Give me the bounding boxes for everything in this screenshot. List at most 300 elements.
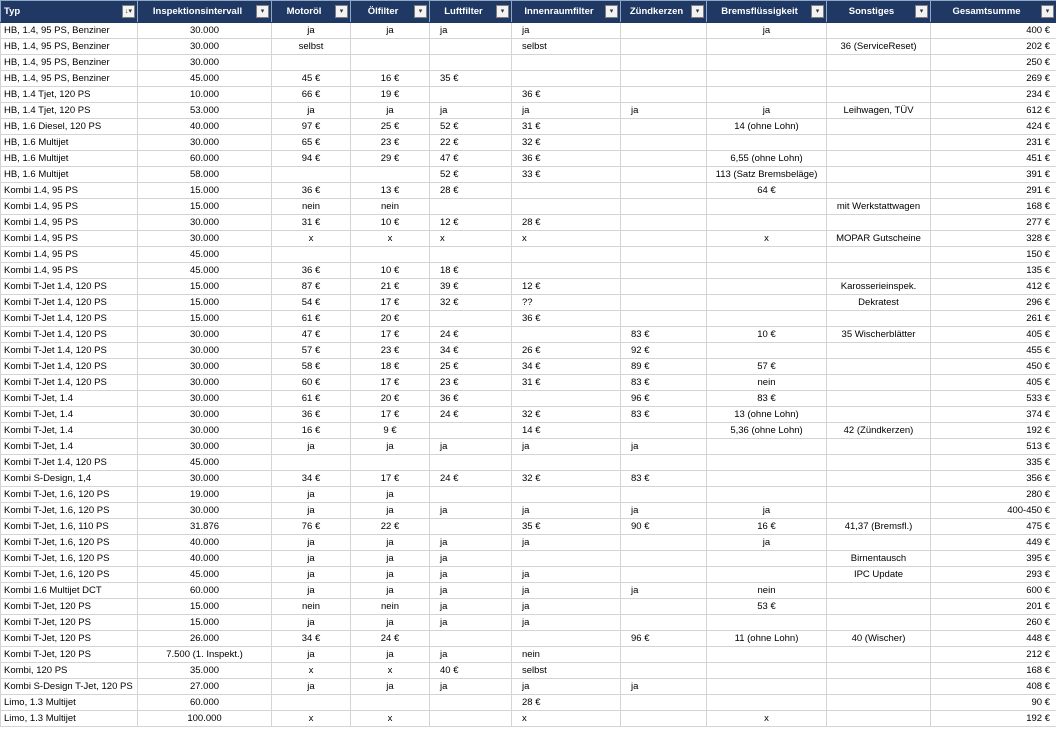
table-cell[interactable] — [707, 71, 827, 87]
table-cell[interactable]: 26.000 — [138, 631, 272, 647]
table-cell[interactable]: Kombi T-Jet, 1.6, 110 PS — [1, 519, 138, 535]
table-cell[interactable]: 23 € — [351, 135, 430, 151]
table-cell[interactable]: 15.000 — [138, 279, 272, 295]
table-cell[interactable] — [707, 215, 827, 231]
table-cell[interactable]: 449 € — [931, 535, 1056, 551]
table-cell[interactable]: ja — [430, 551, 512, 567]
table-cell[interactable]: 30.000 — [138, 39, 272, 55]
table-cell[interactable] — [827, 247, 931, 263]
table-cell[interactable]: 36 € — [272, 183, 351, 199]
table-cell[interactable]: Kombi T-Jet, 120 PS — [1, 599, 138, 615]
table-cell[interactable]: 30.000 — [138, 231, 272, 247]
table-cell[interactable]: 60.000 — [138, 151, 272, 167]
table-cell[interactable]: 14 € — [512, 423, 621, 439]
table-cell[interactable] — [707, 679, 827, 695]
table-cell[interactable]: ja — [512, 583, 621, 599]
table-cell[interactable]: 57 € — [272, 343, 351, 359]
table-cell[interactable] — [621, 23, 707, 39]
table-cell[interactable] — [430, 39, 512, 55]
table-cell[interactable] — [827, 679, 931, 695]
table-cell[interactable] — [707, 647, 827, 663]
table-cell[interactable] — [707, 135, 827, 151]
table-cell[interactable]: Kombi T-Jet, 120 PS — [1, 615, 138, 631]
table-cell[interactable]: 475 € — [931, 519, 1056, 535]
table-cell[interactable]: 260 € — [931, 615, 1056, 631]
table-cell[interactable]: Kombi T-Jet, 1.6, 120 PS — [1, 551, 138, 567]
table-cell[interactable]: HB, 1.6 Multijet — [1, 167, 138, 183]
table-cell[interactable] — [707, 567, 827, 583]
table-cell[interactable]: 30.000 — [138, 375, 272, 391]
table-cell[interactable]: 53.000 — [138, 103, 272, 119]
table-cell[interactable]: x — [272, 663, 351, 679]
table-cell[interactable]: 35.000 — [138, 663, 272, 679]
table-cell[interactable]: ja — [272, 103, 351, 119]
table-cell[interactable] — [827, 311, 931, 327]
table-cell[interactable]: 335 € — [931, 455, 1056, 471]
column-header-5[interactable] — [512, 1, 621, 23]
table-cell[interactable]: 448 € — [931, 631, 1056, 647]
table-cell[interactable] — [827, 71, 931, 87]
table-cell[interactable]: 19 € — [351, 87, 430, 103]
table-cell[interactable]: 20 € — [351, 311, 430, 327]
table-cell[interactable]: ja — [351, 535, 430, 551]
table-cell[interactable]: nein — [707, 583, 827, 599]
filter-dropdown-icon[interactable]: ▾ — [811, 5, 824, 18]
table-cell[interactable]: 30.000 — [138, 407, 272, 423]
table-cell[interactable]: Kombi T-Jet 1.4, 120 PS — [1, 279, 138, 295]
table-cell[interactable] — [272, 247, 351, 263]
table-cell[interactable]: ja — [512, 503, 621, 519]
table-cell[interactable]: 22 € — [351, 519, 430, 535]
table-cell[interactable]: Dekratest — [827, 295, 931, 311]
table-cell[interactable]: 20 € — [351, 391, 430, 407]
table-cell[interactable] — [351, 39, 430, 55]
table-cell[interactable]: 269 € — [931, 71, 1056, 87]
table-cell[interactable]: ja — [430, 647, 512, 663]
table-cell[interactable]: 234 € — [931, 87, 1056, 103]
table-cell[interactable]: selbst — [512, 663, 621, 679]
table-cell[interactable] — [707, 343, 827, 359]
table-cell[interactable]: Kombi T-Jet, 120 PS — [1, 631, 138, 647]
table-cell[interactable]: ja — [430, 503, 512, 519]
table-cell[interactable] — [707, 455, 827, 471]
table-cell[interactable]: 201 € — [931, 599, 1056, 615]
table-cell[interactable]: Kombi, 120 PS — [1, 663, 138, 679]
table-cell[interactable]: 83 € — [621, 471, 707, 487]
table-cell[interactable]: 94 € — [272, 151, 351, 167]
table-cell[interactable]: 57 € — [707, 359, 827, 375]
table-cell[interactable] — [621, 215, 707, 231]
filter-dropdown-icon[interactable]: ▾ — [691, 5, 704, 18]
table-cell[interactable] — [827, 167, 931, 183]
table-cell[interactable]: 23 € — [351, 343, 430, 359]
table-cell[interactable] — [430, 199, 512, 215]
table-cell[interactable]: 10 € — [707, 327, 827, 343]
table-cell[interactable] — [707, 279, 827, 295]
table-cell[interactable]: x — [512, 231, 621, 247]
table-cell[interactable]: HB, 1.6 Multijet — [1, 135, 138, 151]
table-cell[interactable]: 31 € — [512, 119, 621, 135]
table-cell[interactable]: 61 € — [272, 311, 351, 327]
table-cell[interactable] — [707, 551, 827, 567]
table-cell[interactable]: ja — [707, 103, 827, 119]
table-cell[interactable] — [430, 247, 512, 263]
table-cell[interactable]: 92 € — [621, 343, 707, 359]
table-cell[interactable]: 76 € — [272, 519, 351, 535]
table-cell[interactable]: 34 € — [512, 359, 621, 375]
table-cell[interactable] — [827, 87, 931, 103]
table-cell[interactable]: 10 € — [351, 263, 430, 279]
table-cell[interactable] — [272, 55, 351, 71]
table-cell[interactable] — [707, 471, 827, 487]
table-cell[interactable] — [827, 711, 931, 727]
table-cell[interactable] — [621, 455, 707, 471]
table-cell[interactable] — [272, 695, 351, 711]
table-cell[interactable] — [707, 55, 827, 71]
table-cell[interactable] — [827, 151, 931, 167]
table-cell[interactable]: selbst — [512, 39, 621, 55]
table-cell[interactable] — [621, 551, 707, 567]
table-cell[interactable]: Kombi T-Jet 1.4, 120 PS — [1, 343, 138, 359]
table-cell[interactable] — [512, 551, 621, 567]
table-cell[interactable]: 168 € — [931, 199, 1056, 215]
table-cell[interactable]: ja — [430, 679, 512, 695]
table-cell[interactable]: ja — [272, 503, 351, 519]
table-cell[interactable]: 32 € — [512, 135, 621, 151]
table-cell[interactable]: ja — [707, 503, 827, 519]
table-cell[interactable] — [512, 487, 621, 503]
column-header-2[interactable] — [272, 1, 351, 23]
table-cell[interactable]: 212 € — [931, 647, 1056, 663]
table-cell[interactable]: x — [430, 231, 512, 247]
table-cell[interactable]: ja — [272, 551, 351, 567]
table-cell[interactable]: 32 € — [512, 407, 621, 423]
table-cell[interactable]: ja — [512, 679, 621, 695]
table-cell[interactable]: Kombi T-Jet 1.4, 120 PS — [1, 455, 138, 471]
table-cell[interactable]: 395 € — [931, 551, 1056, 567]
table-cell[interactable] — [707, 39, 827, 55]
column-header-0[interactable] — [1, 1, 138, 23]
table-cell[interactable] — [621, 423, 707, 439]
table-cell[interactable]: 83 € — [707, 391, 827, 407]
table-cell[interactable]: Kombi T-Jet, 1.4 — [1, 423, 138, 439]
table-cell[interactable]: ja — [351, 103, 430, 119]
table-cell[interactable]: 18 € — [351, 359, 430, 375]
table-cell[interactable]: 30.000 — [138, 423, 272, 439]
table-cell[interactable]: 41,37 (Bremsfl.) — [827, 519, 931, 535]
table-cell[interactable]: 45.000 — [138, 263, 272, 279]
table-cell[interactable] — [430, 519, 512, 535]
table-cell[interactable]: HB, 1.4, 95 PS, Benziner — [1, 71, 138, 87]
table-cell[interactable]: 19.000 — [138, 487, 272, 503]
table-cell[interactable]: 96 € — [621, 391, 707, 407]
table-cell[interactable]: Limo, 1.3 Multijet — [1, 711, 138, 727]
table-cell[interactable] — [621, 599, 707, 615]
table-cell[interactable]: 28 € — [430, 183, 512, 199]
table-cell[interactable]: 356 € — [931, 471, 1056, 487]
filter-dropdown-icon[interactable]: ▾ — [256, 5, 269, 18]
table-cell[interactable] — [827, 359, 931, 375]
table-cell[interactable]: 30.000 — [138, 439, 272, 455]
table-cell[interactable]: 15.000 — [138, 295, 272, 311]
table-cell[interactable] — [351, 695, 430, 711]
table-cell[interactable]: Kombi T-Jet 1.4, 120 PS — [1, 295, 138, 311]
table-cell[interactable] — [621, 647, 707, 663]
table-cell[interactable]: Kombi T-Jet 1.4, 120 PS — [1, 327, 138, 343]
table-cell[interactable]: Kombi T-Jet, 1.4 — [1, 391, 138, 407]
table-cell[interactable]: Kombi T-Jet, 1.4 — [1, 439, 138, 455]
table-cell[interactable]: ja — [351, 647, 430, 663]
table-cell[interactable]: ja — [430, 615, 512, 631]
table-cell[interactable] — [621, 71, 707, 87]
table-cell[interactable]: x — [272, 711, 351, 727]
table-cell[interactable]: HB, 1.6 Diesel, 120 PS — [1, 119, 138, 135]
table-cell[interactable] — [512, 71, 621, 87]
table-cell[interactable] — [512, 199, 621, 215]
table-cell[interactable]: Kombi 1.4, 95 PS — [1, 199, 138, 215]
table-cell[interactable]: 280 € — [931, 487, 1056, 503]
table-cell[interactable]: 30.000 — [138, 135, 272, 151]
table-cell[interactable] — [827, 503, 931, 519]
table-cell[interactable]: 40.000 — [138, 119, 272, 135]
table-cell[interactable]: ja — [351, 487, 430, 503]
table-cell[interactable]: 96 € — [621, 631, 707, 647]
table-cell[interactable]: 6,55 (ohne Lohn) — [707, 151, 827, 167]
table-cell[interactable] — [621, 295, 707, 311]
table-cell[interactable]: ja — [430, 599, 512, 615]
table-cell[interactable]: 52 € — [430, 119, 512, 135]
table-cell[interactable] — [707, 695, 827, 711]
table-cell[interactable]: 34 € — [272, 631, 351, 647]
table-cell[interactable]: Kombi T-Jet 1.4, 120 PS — [1, 311, 138, 327]
table-cell[interactable]: x — [707, 231, 827, 247]
table-cell[interactable]: 45.000 — [138, 71, 272, 87]
table-cell[interactable]: MOPAR Gutscheine — [827, 231, 931, 247]
table-cell[interactable] — [827, 439, 931, 455]
table-cell[interactable] — [430, 455, 512, 471]
table-cell[interactable]: HB, 1.6 Multijet — [1, 151, 138, 167]
filter-dropdown-icon[interactable]: ▾ — [414, 5, 427, 18]
table-cell[interactable]: selbst — [272, 39, 351, 55]
table-cell[interactable] — [827, 535, 931, 551]
table-cell[interactable] — [430, 87, 512, 103]
table-cell[interactable]: x — [351, 231, 430, 247]
table-cell[interactable]: Kombi 1.4, 95 PS — [1, 183, 138, 199]
table-cell[interactable]: 450 € — [931, 359, 1056, 375]
table-cell[interactable]: 412 € — [931, 279, 1056, 295]
table-cell[interactable] — [827, 119, 931, 135]
table-cell[interactable] — [430, 631, 512, 647]
table-cell[interactable] — [827, 215, 931, 231]
table-cell[interactable] — [621, 135, 707, 151]
table-cell[interactable]: ja — [707, 535, 827, 551]
table-cell[interactable]: ja — [512, 567, 621, 583]
table-cell[interactable]: Kombi T-Jet, 1.6, 120 PS — [1, 535, 138, 551]
table-cell[interactable]: 12 € — [430, 215, 512, 231]
table-cell[interactable]: 33 € — [512, 167, 621, 183]
table-cell[interactable]: Kombi T-Jet, 1.6, 120 PS — [1, 567, 138, 583]
column-header-9[interactable] — [931, 1, 1056, 23]
table-cell[interactable]: ja — [621, 439, 707, 455]
table-cell[interactable] — [621, 183, 707, 199]
table-cell[interactable]: 42 (Zündkerzen) — [827, 423, 931, 439]
table-cell[interactable]: 15.000 — [138, 599, 272, 615]
table-cell[interactable]: 39 € — [430, 279, 512, 295]
table-cell[interactable]: 47 € — [272, 327, 351, 343]
table-cell[interactable]: 24 € — [351, 631, 430, 647]
table-cell[interactable]: 16 € — [707, 519, 827, 535]
table-cell[interactable] — [827, 391, 931, 407]
table-cell[interactable] — [621, 663, 707, 679]
table-cell[interactable]: 60.000 — [138, 695, 272, 711]
table-cell[interactable]: Kombi 1.4, 95 PS — [1, 247, 138, 263]
table-cell[interactable]: 24 € — [430, 471, 512, 487]
table-cell[interactable]: 30.000 — [138, 215, 272, 231]
table-cell[interactable]: 113 (Satz Bremsbeläge) — [707, 167, 827, 183]
table-cell[interactable]: x — [272, 231, 351, 247]
table-cell[interactable]: 202 € — [931, 39, 1056, 55]
table-cell[interactable]: 40 € — [430, 663, 512, 679]
table-cell[interactable]: 400 € — [931, 23, 1056, 39]
table-cell[interactable] — [621, 55, 707, 71]
table-cell[interactable]: ja — [512, 439, 621, 455]
table-cell[interactable] — [512, 327, 621, 343]
table-cell[interactable] — [827, 23, 931, 39]
table-cell[interactable]: 600 € — [931, 583, 1056, 599]
table-cell[interactable]: 277 € — [931, 215, 1056, 231]
table-cell[interactable]: nein — [351, 599, 430, 615]
table-cell[interactable]: 30.000 — [138, 327, 272, 343]
table-cell[interactable]: Kombi T-Jet, 120 PS — [1, 647, 138, 663]
table-cell[interactable]: Kombi T-Jet, 1.4 — [1, 407, 138, 423]
table-cell[interactable]: 45.000 — [138, 567, 272, 583]
table-cell[interactable]: 40.000 — [138, 535, 272, 551]
table-cell[interactable]: 293 € — [931, 567, 1056, 583]
table-cell[interactable]: 30.000 — [138, 343, 272, 359]
table-cell[interactable]: 28 € — [512, 215, 621, 231]
table-cell[interactable] — [621, 87, 707, 103]
table-cell[interactable]: 10 € — [351, 215, 430, 231]
table-cell[interactable]: 31.876 — [138, 519, 272, 535]
table-cell[interactable]: 11 (ohne Lohn) — [707, 631, 827, 647]
table-cell[interactable]: 40 (Wischer) — [827, 631, 931, 647]
table-cell[interactable]: ja — [351, 615, 430, 631]
table-cell[interactable]: ja — [272, 679, 351, 695]
table-cell[interactable]: Kombi S-Design T-Jet, 120 PS — [1, 679, 138, 695]
table-cell[interactable]: 58.000 — [138, 167, 272, 183]
table-cell[interactable]: ja — [621, 679, 707, 695]
table-cell[interactable]: Kombi 1.6 Multijet DCT — [1, 583, 138, 599]
table-cell[interactable]: 17 € — [351, 295, 430, 311]
table-cell[interactable] — [272, 455, 351, 471]
table-cell[interactable] — [827, 135, 931, 151]
table-cell[interactable]: ja — [272, 647, 351, 663]
table-cell[interactable]: 5,36 (ohne Lohn) — [707, 423, 827, 439]
table-cell[interactable]: 31 € — [272, 215, 351, 231]
table-cell[interactable]: 66 € — [272, 87, 351, 103]
table-cell[interactable]: 28 € — [512, 695, 621, 711]
table-cell[interactable]: Kombi 1.4, 95 PS — [1, 231, 138, 247]
table-cell[interactable]: 32 € — [512, 471, 621, 487]
table-cell[interactable]: ja — [430, 103, 512, 119]
table-cell[interactable] — [827, 471, 931, 487]
table-cell[interactable]: HB, 1.4, 95 PS, Benziner — [1, 39, 138, 55]
table-cell[interactable]: 15.000 — [138, 199, 272, 215]
table-cell[interactable]: 83 € — [621, 375, 707, 391]
table-cell[interactable] — [621, 263, 707, 279]
table-cell[interactable]: 87 € — [272, 279, 351, 295]
table-cell[interactable]: 455 € — [931, 343, 1056, 359]
table-cell[interactable]: nein — [272, 199, 351, 215]
table-cell[interactable]: Birnentausch — [827, 551, 931, 567]
table-cell[interactable]: ja — [512, 103, 621, 119]
table-cell[interactable] — [827, 55, 931, 71]
table-cell[interactable]: 52 € — [430, 167, 512, 183]
table-cell[interactable]: Kombi T-Jet, 1.6, 120 PS — [1, 487, 138, 503]
table-cell[interactable]: IPC Update — [827, 567, 931, 583]
table-cell[interactable]: nein — [351, 199, 430, 215]
table-cell[interactable]: 296 € — [931, 295, 1056, 311]
table-cell[interactable]: 53 € — [707, 599, 827, 615]
table-cell[interactable]: ja — [272, 487, 351, 503]
table-cell[interactable]: 533 € — [931, 391, 1056, 407]
table-cell[interactable]: 36 € — [272, 263, 351, 279]
sort-filter-dropdown-icon[interactable]: ↓▾ — [122, 5, 135, 18]
filter-dropdown-icon[interactable]: ▾ — [605, 5, 618, 18]
table-cell[interactable]: 25 € — [430, 359, 512, 375]
table-cell[interactable]: 23 € — [430, 375, 512, 391]
table-cell[interactable]: 10.000 — [138, 87, 272, 103]
table-cell[interactable]: 45.000 — [138, 247, 272, 263]
table-cell[interactable]: ja — [272, 567, 351, 583]
table-cell[interactable] — [621, 487, 707, 503]
column-header-8[interactable] — [827, 1, 931, 23]
table-cell[interactable] — [512, 455, 621, 471]
column-header-4[interactable] — [430, 1, 512, 23]
table-cell[interactable]: 36 € — [512, 311, 621, 327]
table-cell[interactable] — [621, 311, 707, 327]
table-cell[interactable]: 34 € — [430, 343, 512, 359]
table-cell[interactable]: Kombi T-Jet 1.4, 120 PS — [1, 359, 138, 375]
table-cell[interactable]: ja — [351, 567, 430, 583]
table-cell[interactable] — [707, 87, 827, 103]
table-cell[interactable]: 17 € — [351, 375, 430, 391]
table-cell[interactable]: 15.000 — [138, 183, 272, 199]
table-cell[interactable]: 30.000 — [138, 359, 272, 375]
table-cell[interactable]: 391 € — [931, 167, 1056, 183]
table-cell[interactable]: 61 € — [272, 391, 351, 407]
table-cell[interactable]: 15.000 — [138, 615, 272, 631]
table-cell[interactable]: 30.000 — [138, 503, 272, 519]
table-cell[interactable]: 36 € — [512, 151, 621, 167]
table-cell[interactable]: ja — [272, 439, 351, 455]
table-cell[interactable] — [621, 39, 707, 55]
table-cell[interactable]: 24 € — [430, 407, 512, 423]
table-cell[interactable]: ja — [351, 503, 430, 519]
table-cell[interactable] — [272, 167, 351, 183]
table-cell[interactable]: 405 € — [931, 327, 1056, 343]
table-cell[interactable]: 58 € — [272, 359, 351, 375]
table-cell[interactable]: 451 € — [931, 151, 1056, 167]
table-cell[interactable]: 97 € — [272, 119, 351, 135]
table-cell[interactable] — [621, 567, 707, 583]
table-cell[interactable]: Kombi S-Design, 1,4 — [1, 471, 138, 487]
table-cell[interactable]: 18 € — [430, 263, 512, 279]
table-cell[interactable] — [351, 455, 430, 471]
table-cell[interactable]: ja — [621, 103, 707, 119]
table-cell[interactable] — [621, 615, 707, 631]
table-cell[interactable]: 17 € — [351, 471, 430, 487]
